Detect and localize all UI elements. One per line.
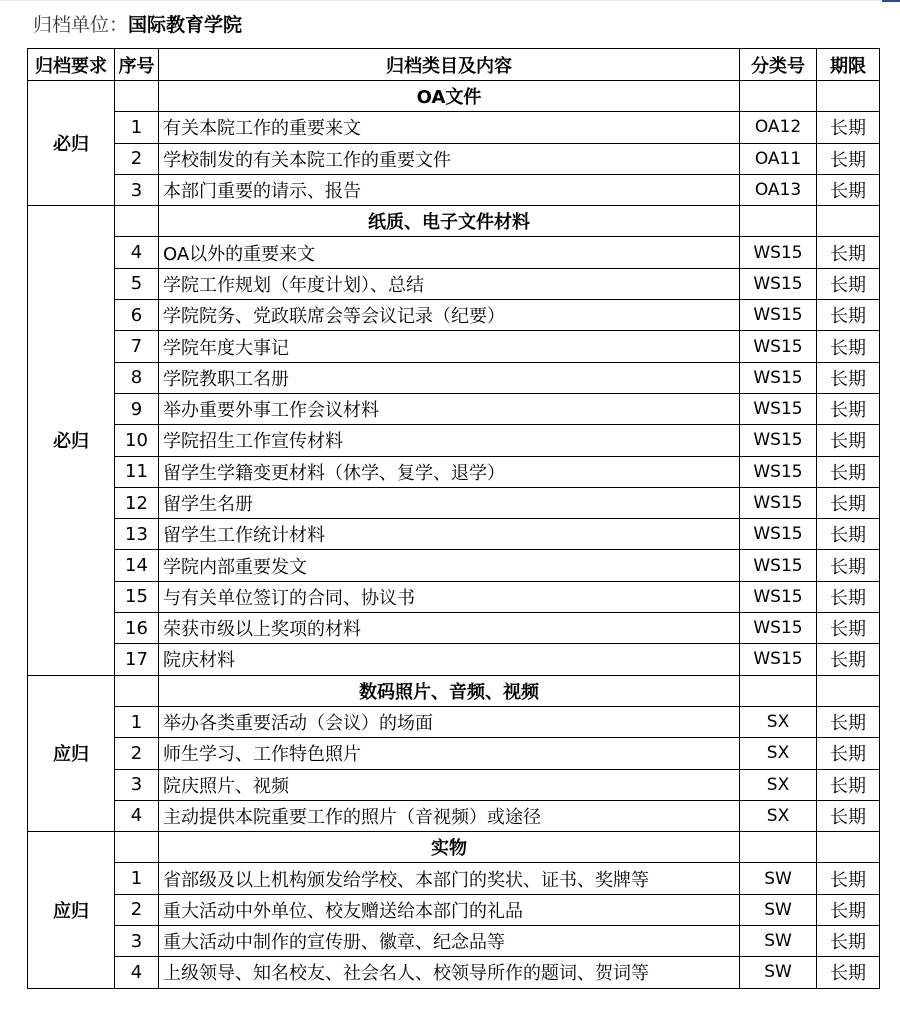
code-cell: OA13 xyxy=(740,174,817,205)
term-cell xyxy=(817,81,880,112)
term-cell: 长期 xyxy=(817,112,880,143)
term-cell: 长期 xyxy=(817,487,880,518)
item-cell: 重大活动中外单位、校友赠送给本部门的礼品 xyxy=(159,894,740,925)
term-cell: 长期 xyxy=(817,769,880,800)
item-cell: 留学生名册 xyxy=(159,487,740,518)
archive-unit-value: 国际教育学院 xyxy=(128,14,243,36)
no-cell: 3 xyxy=(115,769,159,800)
item-cell: 本部门重要的请示、报告 xyxy=(159,174,740,205)
archive-table xyxy=(27,48,880,989)
requirement-cell: 必归 xyxy=(28,81,115,206)
term-cell: 长期 xyxy=(817,393,880,424)
item-cell: 学院招生工作宣传材料 xyxy=(159,425,740,456)
item-cell: 院庆照片、视频 xyxy=(159,769,740,800)
code-cell: WS15 xyxy=(740,644,817,675)
item-cell: 举办各类重要活动（会议）的场面 xyxy=(159,706,740,737)
term-cell: 长期 xyxy=(817,550,880,581)
group-row xyxy=(28,206,880,237)
item-cell: 上级领导、知名校友、社会名人、校领导所作的题词、贺词等 xyxy=(159,957,740,988)
group-title: 纸质、电子文件材料 xyxy=(159,206,740,237)
item-cell: 学院年度大事记 xyxy=(159,331,740,362)
table-row xyxy=(28,393,880,424)
table-row xyxy=(28,487,880,518)
no-cell: 2 xyxy=(115,143,159,174)
term-cell xyxy=(817,675,880,706)
table-row xyxy=(28,581,880,612)
item-cell: 学院内部重要发文 xyxy=(159,550,740,581)
no-cell: 4 xyxy=(115,800,159,831)
group-title: 数码照片、音频、视频 xyxy=(159,675,740,706)
code-cell: SW xyxy=(740,957,817,988)
item-cell: 学院院务、党政联席会等会议记录（纪要） xyxy=(159,300,740,331)
requirement-cell: 应归 xyxy=(28,675,115,831)
no-cell: 6 xyxy=(115,300,159,331)
table-row xyxy=(28,738,880,769)
term-cell: 长期 xyxy=(817,300,880,331)
table-row xyxy=(28,362,880,393)
code-cell: SW xyxy=(740,863,817,894)
header-no: 序号 xyxy=(115,49,159,81)
no-cell xyxy=(115,81,159,112)
top-border xyxy=(0,0,900,1)
table-row xyxy=(28,644,880,675)
table-row xyxy=(28,112,880,143)
table-row xyxy=(28,237,880,268)
archive-unit xyxy=(33,12,242,38)
code-cell: SW xyxy=(740,894,817,925)
item-cell: 荣获市级以上奖项的材料 xyxy=(159,613,740,644)
code-cell: WS15 xyxy=(740,425,817,456)
no-cell: 5 xyxy=(115,268,159,299)
group-title: OA文件 xyxy=(159,81,740,112)
item-cell: 主动提供本院重要工作的照片（音视频）或途径 xyxy=(159,800,740,831)
code-cell xyxy=(740,81,817,112)
item-cell: 留学生工作统计材料 xyxy=(159,519,740,550)
no-cell: 4 xyxy=(115,957,159,988)
term-cell: 长期 xyxy=(817,237,880,268)
term-cell: 长期 xyxy=(817,613,880,644)
no-cell: 7 xyxy=(115,331,159,362)
header-code: 分类号 xyxy=(740,49,817,81)
table-row xyxy=(28,769,880,800)
item-cell: 学校制发的有关本院工作的重要文件 xyxy=(159,143,740,174)
code-cell: SW xyxy=(740,926,817,957)
code-cell: WS15 xyxy=(740,393,817,424)
term-cell: 长期 xyxy=(817,268,880,299)
table-row xyxy=(28,268,880,299)
no-cell: 9 xyxy=(115,393,159,424)
table-row xyxy=(28,957,880,988)
group-row xyxy=(28,675,880,706)
term-cell: 长期 xyxy=(817,362,880,393)
no-cell: 2 xyxy=(115,894,159,925)
table-row xyxy=(28,174,880,205)
table-row xyxy=(28,300,880,331)
code-cell xyxy=(740,832,817,863)
term-cell: 长期 xyxy=(817,863,880,894)
code-cell: WS15 xyxy=(740,519,817,550)
no-cell: 11 xyxy=(115,456,159,487)
table-row xyxy=(28,550,880,581)
table-row xyxy=(28,456,880,487)
no-cell: 12 xyxy=(115,487,159,518)
term-cell: 长期 xyxy=(817,894,880,925)
term-cell: 长期 xyxy=(817,143,880,174)
code-cell: WS15 xyxy=(740,487,817,518)
corner-accent xyxy=(882,0,900,2)
table-row xyxy=(28,706,880,737)
no-cell: 13 xyxy=(115,519,159,550)
archive-unit-label: 归档单位： xyxy=(33,14,129,36)
no-cell xyxy=(115,206,159,237)
code-cell: WS15 xyxy=(740,581,817,612)
requirement-cell: 应归 xyxy=(28,832,115,988)
table-row xyxy=(28,863,880,894)
no-cell: 4 xyxy=(115,237,159,268)
header-row xyxy=(28,49,880,81)
code-cell xyxy=(740,206,817,237)
header-requirement: 归档要求 xyxy=(28,49,115,81)
no-cell: 17 xyxy=(115,644,159,675)
no-cell: 1 xyxy=(115,706,159,737)
item-cell: 有关本院工作的重要来文 xyxy=(159,112,740,143)
term-cell: 长期 xyxy=(817,957,880,988)
code-cell: OA12 xyxy=(740,112,817,143)
code-cell: WS15 xyxy=(740,362,817,393)
item-cell: 师生学习、工作特色照片 xyxy=(159,738,740,769)
item-cell: 院庆材料 xyxy=(159,644,740,675)
item-cell: 留学生学籍变更材料（休学、复学、退学） xyxy=(159,456,740,487)
table-row xyxy=(28,926,880,957)
table-row xyxy=(28,425,880,456)
table-row xyxy=(28,519,880,550)
code-cell xyxy=(740,675,817,706)
item-cell: 重大活动中制作的宣传册、徽章、纪念品等 xyxy=(159,926,740,957)
term-cell: 长期 xyxy=(817,926,880,957)
header-term: 期限 xyxy=(817,49,880,81)
code-cell: WS15 xyxy=(740,456,817,487)
code-cell: SX xyxy=(740,706,817,737)
item-cell: 学院教职工名册 xyxy=(159,362,740,393)
term-cell: 长期 xyxy=(817,174,880,205)
table-row xyxy=(28,894,880,925)
no-cell: 1 xyxy=(115,863,159,894)
code-cell: WS15 xyxy=(740,268,817,299)
no-cell: 15 xyxy=(115,581,159,612)
code-cell: WS15 xyxy=(740,550,817,581)
term-cell: 长期 xyxy=(817,519,880,550)
header-category: 归档类目及内容 xyxy=(159,49,740,81)
table-row xyxy=(28,331,880,362)
requirement-cell: 必归 xyxy=(28,206,115,675)
term-cell: 长期 xyxy=(817,706,880,737)
item-cell: 学院工作规划（年度计划）、总结 xyxy=(159,268,740,299)
code-cell: WS15 xyxy=(740,237,817,268)
item-cell: 与有关单位签订的合同、协议书 xyxy=(159,581,740,612)
code-cell: WS15 xyxy=(740,331,817,362)
term-cell: 长期 xyxy=(817,581,880,612)
no-cell: 3 xyxy=(115,926,159,957)
code-cell: WS15 xyxy=(740,300,817,331)
code-cell: SX xyxy=(740,738,817,769)
term-cell: 长期 xyxy=(817,456,880,487)
item-cell: 举办重要外事工作会议材料 xyxy=(159,393,740,424)
group-row xyxy=(28,832,880,863)
no-cell: 10 xyxy=(115,425,159,456)
term-cell: 长期 xyxy=(817,644,880,675)
table-body xyxy=(28,81,880,989)
group-title: 实物 xyxy=(159,832,740,863)
term-cell: 长期 xyxy=(817,738,880,769)
table-row xyxy=(28,143,880,174)
no-cell: 8 xyxy=(115,362,159,393)
code-cell: SX xyxy=(740,769,817,800)
code-cell: SX xyxy=(740,800,817,831)
no-cell xyxy=(115,675,159,706)
no-cell: 14 xyxy=(115,550,159,581)
table-row xyxy=(28,613,880,644)
term-cell: 长期 xyxy=(817,331,880,362)
term-cell: 长期 xyxy=(817,425,880,456)
term-cell xyxy=(817,832,880,863)
table-row xyxy=(28,800,880,831)
code-cell: OA11 xyxy=(740,143,817,174)
item-cell: 省部级及以上机构颁发给学校、本部门的奖状、证书、奖牌等 xyxy=(159,863,740,894)
term-cell xyxy=(817,206,880,237)
code-cell: WS15 xyxy=(740,613,817,644)
no-cell: 2 xyxy=(115,738,159,769)
no-cell: 16 xyxy=(115,613,159,644)
term-cell: 长期 xyxy=(817,800,880,831)
item-cell: OA以外的重要来文 xyxy=(159,237,740,268)
group-row xyxy=(28,81,880,112)
no-cell: 1 xyxy=(115,112,159,143)
no-cell xyxy=(115,832,159,863)
no-cell: 3 xyxy=(115,174,159,205)
